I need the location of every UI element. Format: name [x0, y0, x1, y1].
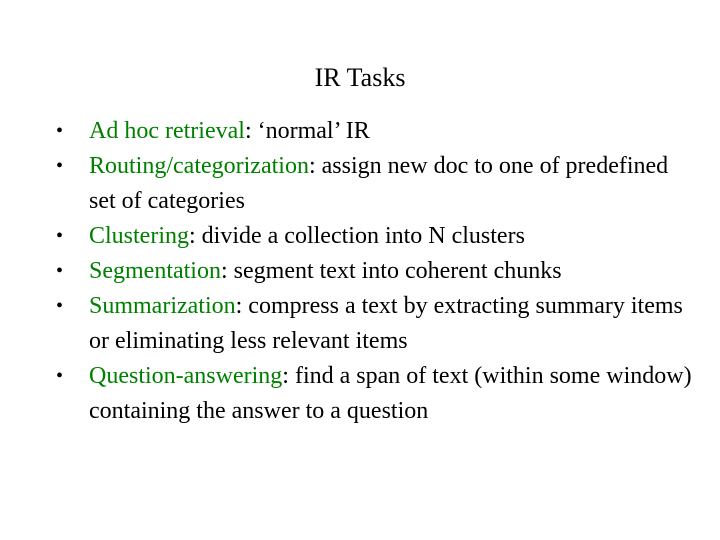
- bullet-icon: •: [56, 260, 64, 282]
- bullet-term: Question-answering: [89, 363, 283, 389]
- slide-title-text: IR Tasks: [314, 63, 406, 92]
- bullet-term: Routing/categorization: [89, 153, 309, 179]
- bullet-icon: •: [56, 225, 64, 247]
- slide-title: [0, 62, 720, 94]
- bullet-description: : compress a text by extracting summary items or eliminating less relevant items: [89, 293, 683, 354]
- bullet-list: [56, 114, 696, 429]
- bullet-icon: •: [56, 295, 64, 317]
- bullet-description: : divide a collection into N clusters: [189, 223, 525, 249]
- bullet-term: Ad hoc retrieval: [89, 118, 245, 144]
- bullet-term: Segmentation: [89, 258, 221, 284]
- bullet-icon: •: [56, 155, 64, 177]
- bullet-description: : ‘normal’ IR: [244, 118, 370, 144]
- bullet-item-ad-hoc-retrieval: [56, 114, 696, 149]
- bullet-item-clustering: [56, 219, 696, 254]
- bullet-description: : find a span of text (within some window) containing the answer to a question: [89, 363, 692, 424]
- bullet-item-question-answering: [56, 359, 696, 429]
- bullet-icon: •: [56, 120, 64, 142]
- bullet-description: : assign new doc to one of predefined set of categories: [89, 153, 669, 214]
- bullet-icon: •: [56, 365, 64, 387]
- bullet-term: Summarization: [89, 293, 236, 319]
- bullet-description: : segment text into coherent chunks: [220, 258, 562, 284]
- bullet-item-routing-categorization: [56, 149, 696, 219]
- bullet-term: Clustering: [89, 223, 189, 249]
- bullet-item-summarization: [56, 289, 696, 359]
- bullet-item-segmentation: [56, 254, 696, 289]
